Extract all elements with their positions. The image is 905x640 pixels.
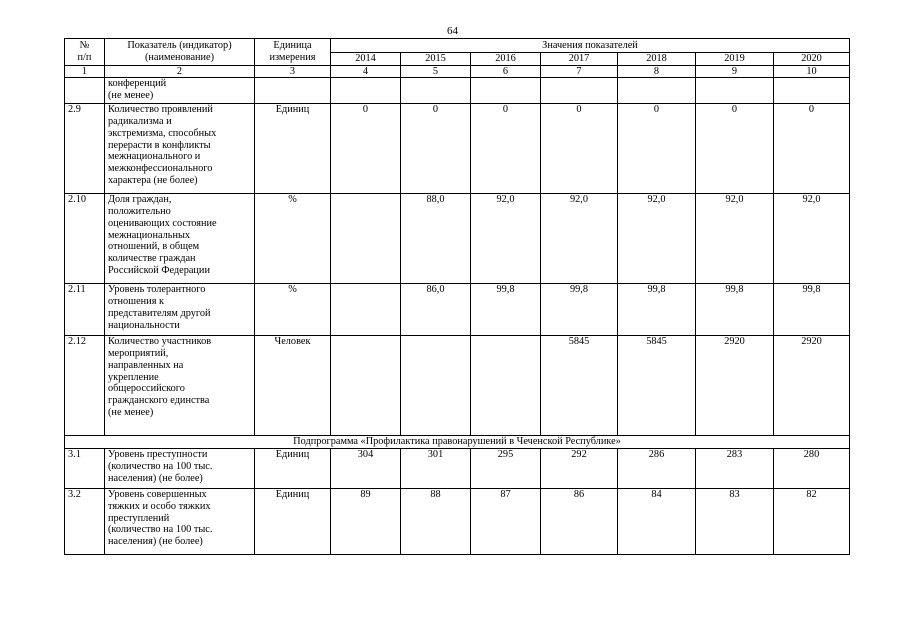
header-number: № п/п (65, 39, 105, 66)
value-cell (331, 78, 401, 104)
value-cell: 92,0 (618, 194, 696, 284)
value-cell: 283 (696, 449, 774, 489)
table-row (65, 489, 850, 555)
value-cell: 92,0 (471, 194, 541, 284)
value-cell: 5845 (618, 336, 696, 436)
header-year: 2016 (471, 53, 541, 66)
indicator-name: Количество проявлений радикализма и экстремизма, способных перерасти в конфликты межнационального и межконфессионального характера (не более) (105, 104, 255, 194)
indicator-name: Уровень совершенных тяжких и особо тяжких преступлений (количество на 100 тыс. населения) (не более) (105, 489, 255, 555)
row-number (65, 78, 105, 104)
value-cell: 89 (331, 489, 401, 555)
value-cell: 99,8 (696, 284, 774, 336)
value-cell: 0 (774, 104, 850, 194)
value-cell: 99,8 (618, 284, 696, 336)
indicator-name: конференций (не менее) (105, 78, 255, 104)
value-cell: 84 (618, 489, 696, 555)
table-row (65, 104, 850, 194)
value-cell: 0 (471, 104, 541, 194)
value-cell (401, 336, 471, 436)
unit: Единиц (255, 489, 331, 555)
column-index: 1 (65, 65, 105, 78)
column-index: 5 (401, 65, 471, 78)
value-cell: 87 (471, 489, 541, 555)
unit (255, 78, 331, 104)
column-index: 6 (471, 65, 541, 78)
header-values: Значения показателей (331, 39, 850, 53)
value-cell: 92,0 (774, 194, 850, 284)
value-cell (401, 78, 471, 104)
column-index: 3 (255, 65, 331, 78)
column-index: 10 (774, 65, 850, 78)
unit: % (255, 284, 331, 336)
value-cell: 92,0 (541, 194, 618, 284)
header-year: 2014 (331, 53, 401, 66)
header-year: 2018 (618, 53, 696, 66)
row-number: 3.2 (65, 489, 105, 555)
column-index: 7 (541, 65, 618, 78)
value-cell: 5845 (541, 336, 618, 436)
value-cell: 99,8 (774, 284, 850, 336)
indicator-name: Доля граждан, положительно оценивающих состояние межнациональных отношений, в общем количестве граждан Российской Федерации (105, 194, 255, 284)
header-unit: Единица измерения (255, 39, 331, 66)
unit: Единиц (255, 104, 331, 194)
value-cell (696, 78, 774, 104)
page-number: 64 (447, 25, 458, 37)
table-row (65, 78, 850, 104)
value-cell: 292 (541, 449, 618, 489)
subprogram-heading: Подпрограмма «Профилактика правонарушений в Чеченской Республике» (65, 436, 850, 449)
indicator-name: Количество участников мероприятий, направленных на укрепление общероссийского гражданского единства (не менее) (105, 336, 255, 436)
value-cell (331, 194, 401, 284)
value-cell: 0 (696, 104, 774, 194)
indicators-table (64, 38, 850, 555)
value-cell (331, 284, 401, 336)
value-cell: 0 (331, 104, 401, 194)
row-number: 3.1 (65, 449, 105, 489)
row-number: 2.11 (65, 284, 105, 336)
value-cell: 92,0 (696, 194, 774, 284)
header-year: 2017 (541, 53, 618, 66)
value-cell: 88,0 (401, 194, 471, 284)
value-cell: 301 (401, 449, 471, 489)
value-cell (774, 78, 850, 104)
header-year: 2020 (774, 53, 850, 66)
value-cell: 280 (774, 449, 850, 489)
value-cell: 82 (774, 489, 850, 555)
value-cell: 0 (541, 104, 618, 194)
value-cell (541, 78, 618, 104)
value-cell: 83 (696, 489, 774, 555)
value-cell: 99,8 (541, 284, 618, 336)
value-cell: 2920 (774, 336, 850, 436)
row-number: 2.9 (65, 104, 105, 194)
table-row (65, 336, 850, 436)
table-row (65, 284, 850, 336)
row-number: 2.12 (65, 336, 105, 436)
value-cell (618, 78, 696, 104)
column-index: 8 (618, 65, 696, 78)
value-cell: 0 (618, 104, 696, 194)
value-cell (471, 336, 541, 436)
unit: Единиц (255, 449, 331, 489)
column-index: 2 (105, 65, 255, 78)
column-index: 9 (696, 65, 774, 78)
value-cell: 86,0 (401, 284, 471, 336)
value-cell: 99,8 (471, 284, 541, 336)
header-year: 2015 (401, 53, 471, 66)
unit: Человек (255, 336, 331, 436)
value-cell: 88 (401, 489, 471, 555)
table-row (65, 449, 850, 489)
indicator-name: Уровень преступности (количество на 100 тыс. населения) (не более) (105, 449, 255, 489)
table-row (65, 194, 850, 284)
header-indicator-name: Показатель (индикатор) (наименование) (105, 39, 255, 66)
value-cell: 2920 (696, 336, 774, 436)
value-cell: 295 (471, 449, 541, 489)
value-cell (331, 336, 401, 436)
header-year: 2019 (696, 53, 774, 66)
value-cell: 304 (331, 449, 401, 489)
indicator-name: Уровень толерантного отношения к представителям другой национальности (105, 284, 255, 336)
value-cell (471, 78, 541, 104)
unit: % (255, 194, 331, 284)
row-number: 2.10 (65, 194, 105, 284)
column-index: 4 (331, 65, 401, 78)
value-cell: 86 (541, 489, 618, 555)
value-cell: 286 (618, 449, 696, 489)
value-cell: 0 (401, 104, 471, 194)
